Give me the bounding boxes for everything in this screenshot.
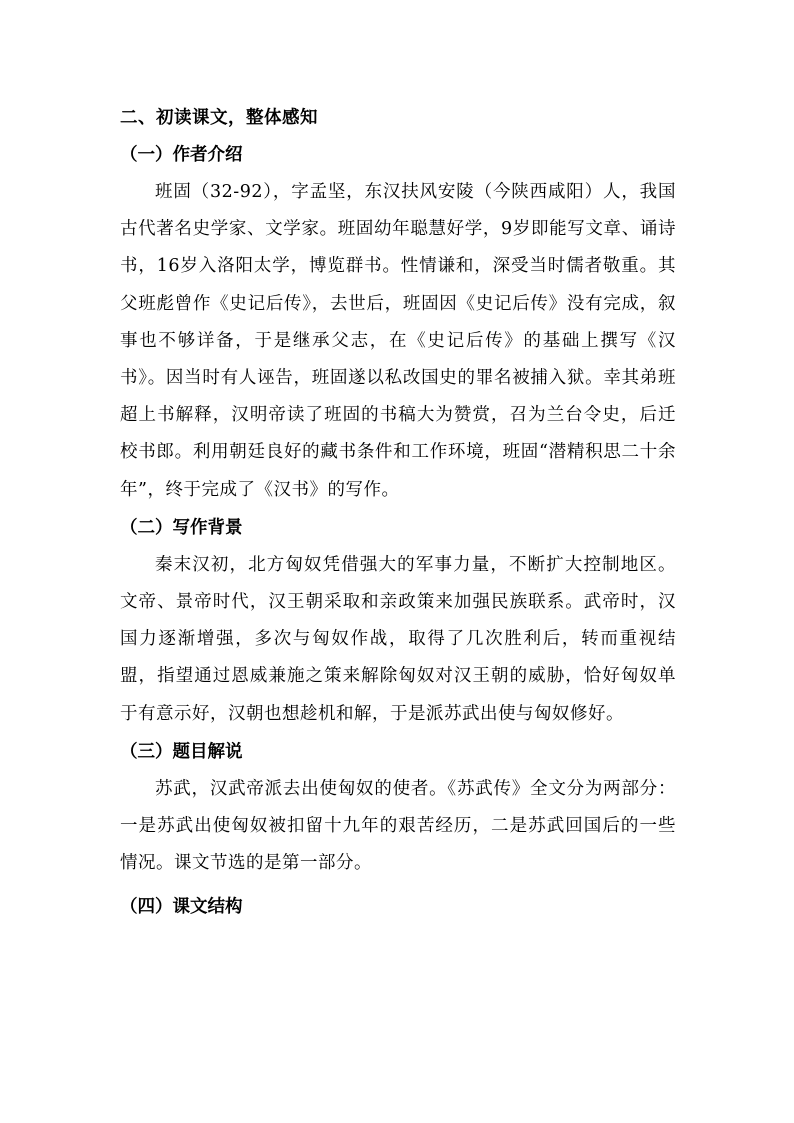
heading-author-intro: （一）作者介绍 bbox=[120, 145, 243, 165]
paragraph-writing-background: 秦末汉初，北方匈奴凭借强大的军事力量，不断扩大控制地区。文帝、景帝时代，汉王朝采取和亲政策来加强民族联系。武帝时，汉国力逐渐增强，多次与匈奴作战，取得了几次胜利后，转而重视结盟，指望通过恩威兼施之策来解除匈奴对汉王朝的威胁，恰好匈奴单于有意示好，汉朝也想趁机和解，于是派苏武出使与匈奴修好。 bbox=[120, 554, 676, 724]
heading-title-explanation: （三）题目解说 bbox=[120, 741, 243, 762]
paragraph-title-explanation: 苏武，汉武帝派去出使匈奴的使者。《苏武传》全文分为两部分：一是苏武出使匈奴被扣留十九年的艰苦经历，二是苏武回国后的一些情况。课文节选的是第一部分。 bbox=[120, 778, 676, 874]
document-body bbox=[120, 101, 676, 926]
heading-writing-background: （二）写作背景 bbox=[120, 517, 243, 538]
heading-text-structure: （四）课文结构 bbox=[120, 897, 243, 918]
section-title: 二、初读课文，整体感知 bbox=[120, 108, 318, 128]
paragraph-author-intro: 班固（32-92），字孟坚，东汉扶风安陵（今陕西咸阳）人，我国古代著名史学家、文学家。班固幼年聪慧好学，9岁即能写文章、诵诗书，16岁入洛阳太学，博览群书。性情谦和，深受当时儒者敬重。其父班彪曾作《史记后传》，去世后，班固因《史记后传》没有完成，叙事也不够详备，于是继承父志，在《史记后传》的基础上撰写《汉书》。因当时有人诬告，班固遂以私改国史的罪名被捕入狱。幸其弟班超上书解释，汉明帝读了班固的书稿大为赞赏，召为兰台令史，后迁校书郎。利用朝廷良好的藏书条件和工作环境，班固“潜精积思二十余年”，终于完成了《汉书》的写作。 bbox=[120, 182, 676, 500]
